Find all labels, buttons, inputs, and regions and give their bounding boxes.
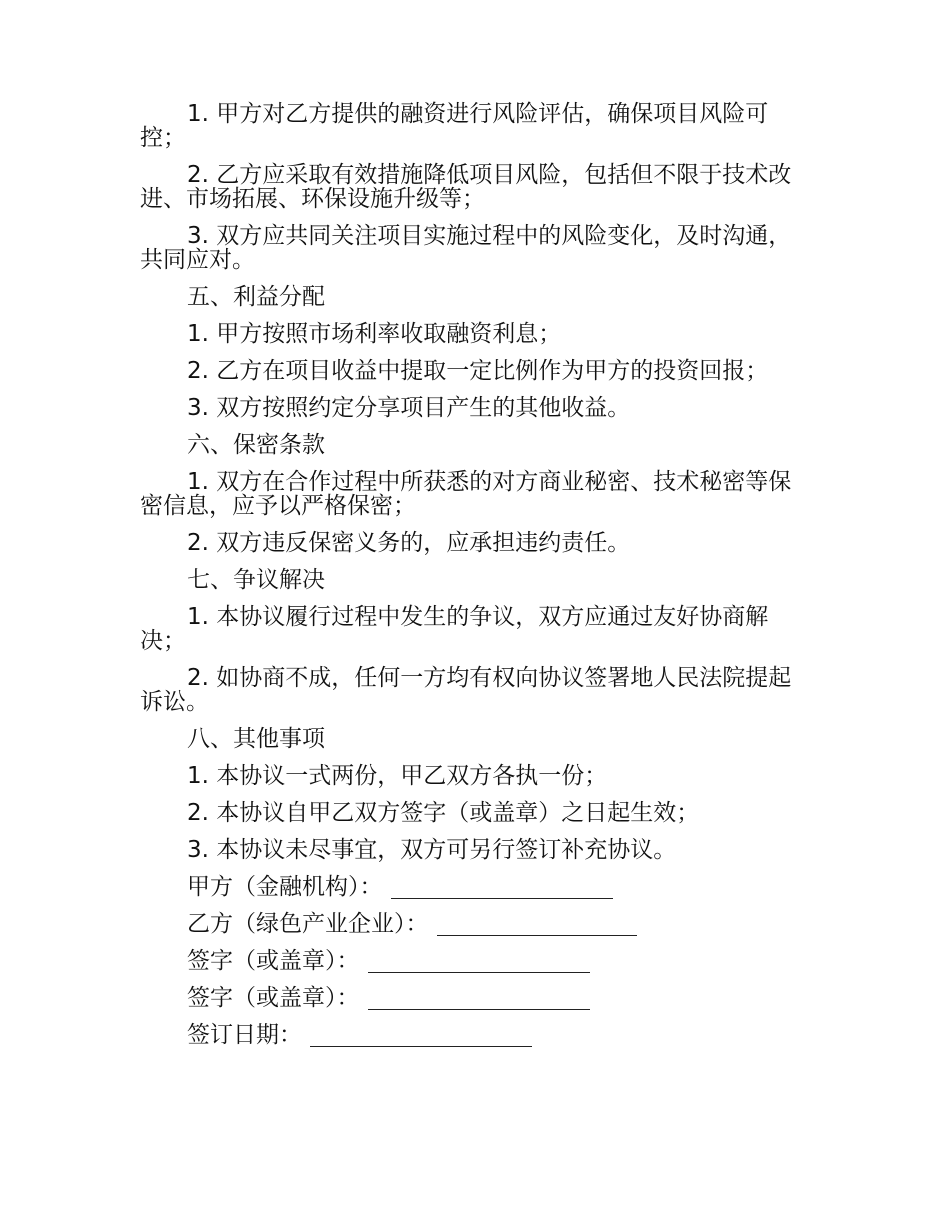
signature-blank (310, 1024, 532, 1047)
signature-line-date (140, 1023, 812, 1047)
signature-line-party-b (140, 912, 812, 936)
signature-label: 签字（或盖章）： (187, 948, 360, 974)
signature-blank (368, 987, 590, 1010)
signature-label: 乙方（绿色产业企业）： (187, 911, 429, 937)
document-body (140, 102, 812, 1060)
clause-8-item-3: 3. 本协议未尽事宜，双方可另行签订补充协议。 (187, 837, 677, 863)
clause-6-item-1: 1. 双方在合作过程中所获悉的对方商业秘密、技术秘密等保密信息，应予以严格保密； (140, 469, 792, 519)
clause-4-item-1: 1. 甲方对乙方提供的融资进行风险评估，确保项目风险可控； (140, 101, 769, 151)
signature-blank (391, 876, 613, 899)
clause-5-item-3: 3. 双方按照约定分享项目产生的其他收益。 (187, 395, 631, 421)
clause-4-item-3: 3. 双方应共同关注项目实施过程中的风险变化，及时沟通，共同应对。 (140, 223, 792, 273)
clause-8-item-2: 2. 本协议自甲乙双方签字（或盖章）之日起生效； (187, 800, 700, 826)
clause-5-item-1: 1. 甲方按照市场利率收取融资利息； (187, 321, 562, 347)
clause-7-item-1: 1. 本协议履行过程中发生的争议，双方应通过友好协商解决； (140, 604, 769, 654)
signature-blank (437, 913, 637, 936)
signature-line-sign-1 (140, 949, 812, 973)
signature-label: 签字（或盖章）： (187, 985, 360, 1011)
signature-blank (368, 950, 590, 973)
section-heading-confidentiality: 六、保密条款 (187, 432, 325, 458)
signature-line-party-a (140, 875, 812, 899)
signature-label: 签订日期： (187, 1022, 302, 1048)
signature-label: 甲方（金融机构）： (187, 874, 383, 900)
clause-5-item-2: 2. 乙方在项目收益中提取一定比例作为甲方的投资回报； (187, 358, 769, 384)
section-heading-profit: 五、利益分配 (187, 284, 325, 310)
clause-7-item-2: 2. 如协商不成，任何一方均有权向协议签署地人民法院提起诉讼。 (140, 665, 792, 715)
clause-4-item-2: 2. 乙方应采取有效措施降低项目风险，包括但不限于技术改进、市场拓展、环保设施升级等； (140, 162, 792, 212)
section-heading-other: 八、其他事项 (187, 726, 325, 752)
clause-6-item-2: 2. 双方违反保密义务的，应承担违约责任。 (187, 530, 631, 556)
signature-line-sign-2 (140, 986, 812, 1010)
section-heading-dispute: 七、争议解决 (187, 567, 325, 593)
clause-8-item-1: 1. 本协议一式两份，甲乙双方各执一份； (187, 763, 608, 789)
